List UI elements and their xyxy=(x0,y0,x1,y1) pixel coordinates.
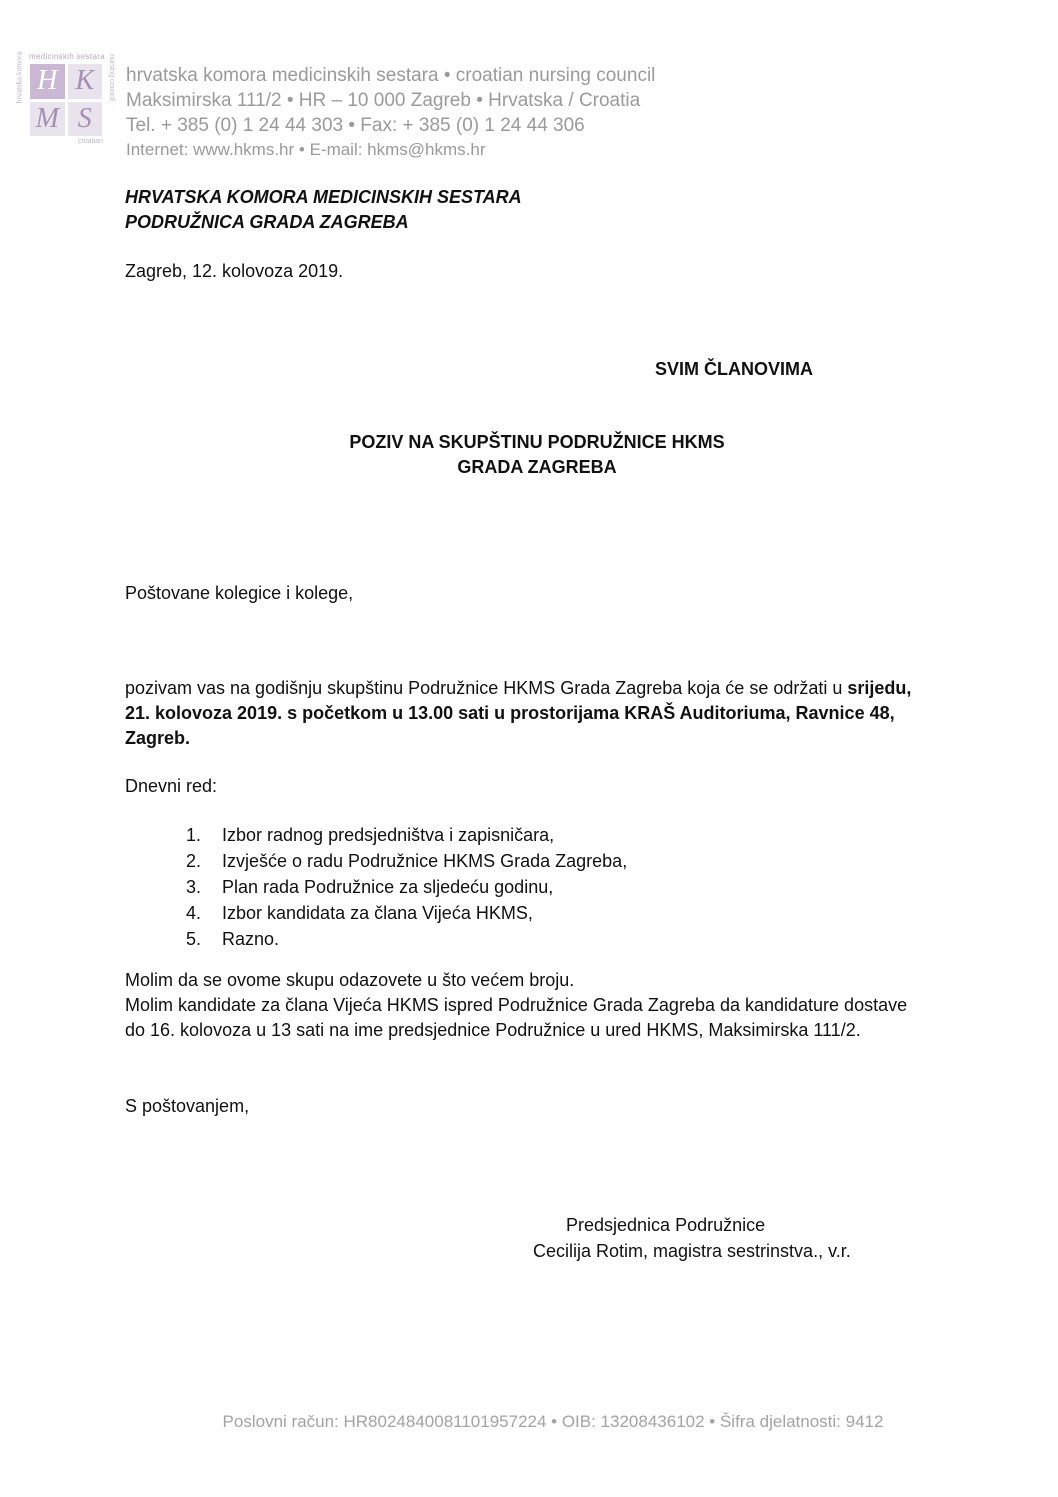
logo-letter-m: M xyxy=(30,102,65,137)
logo-caption-right: nursing council xyxy=(107,54,115,101)
agenda-item xyxy=(186,848,627,874)
footer-business-info: Poslovni račun: HR8024840081101957224 • OIB: 13208436102 • Šifra djelatnosti: 9412 xyxy=(222,1412,884,1431)
agenda-label: Dnevni red: xyxy=(125,776,218,796)
logo-caption-bottom: croatian xyxy=(78,138,103,145)
hkms-logo xyxy=(18,52,114,146)
agenda-item-text: Izvješće o radu Podružnice HKMS Grada Zagreba, xyxy=(222,851,628,871)
agenda-item-number: 4. xyxy=(186,903,202,923)
letterhead-phone-fax: Tel. + 385 (0) 1 24 44 303 • Fax: + 385 (0) 1 24 44 306 xyxy=(126,115,585,136)
agenda-item-text: Razno. xyxy=(222,929,280,949)
request-attendance: Molim da se ovome skupu odazovete u što većem broju. xyxy=(125,970,575,990)
agenda-item xyxy=(186,874,627,900)
agenda-item-text: Plan rada Podružnice za sljedeću godinu, xyxy=(222,877,554,897)
logo-letter-grid xyxy=(30,64,102,136)
logo-caption-left: hrvatska komora xyxy=(16,51,24,104)
agenda-item-number: 5. xyxy=(186,929,202,949)
letterhead-org-name: hrvatska komora medicinskih sestara • croatian nursing council xyxy=(126,65,656,86)
letterhead-web-email: Internet: www.hkms.hr • E-mail: hkms@hkms.hr xyxy=(126,140,486,159)
agenda-item xyxy=(186,900,627,926)
invitation-paragraph xyxy=(125,676,925,751)
agenda-item xyxy=(186,822,627,848)
closing: S poštovanjem, xyxy=(125,1096,250,1116)
invitation-text: pozivam vas na godišnju skupštinu Podružnice HKMS Grada Zagreba koja će se održati u xyxy=(125,678,848,698)
sender-org: HRVATSKA KOMORA MEDICINSKIH SESTARA xyxy=(125,187,522,207)
logo-letter-s: S xyxy=(68,102,103,137)
greeting: Poštovane kolegice i kolege, xyxy=(125,583,354,603)
letterhead-address: Maksimirska 111/2 • HR – 10 000 Zagreb • Hrvatska / Croatia xyxy=(126,90,641,111)
logo-caption-top: medicinskih sestara xyxy=(29,52,105,61)
letter-title-line1: POZIV NA SKUPŠTINU PODRUŽNICE HKMS xyxy=(349,432,725,452)
invitation-details: srijedu, 21. kolovoza 2019. s početkom u 13.00 sati u prostorijama KRAŠ Auditoriuma, Ravnice 48, Zagreb. xyxy=(125,678,912,748)
agenda-item xyxy=(186,926,627,952)
letter-title-line2: GRADA ZAGREBA xyxy=(457,457,617,477)
sender-branch: PODRUŽNICA GRADA ZAGREBA xyxy=(125,212,409,232)
agenda-list xyxy=(186,822,627,952)
agenda-item-text: Izbor radnog predsjedništva i zapisničara, xyxy=(222,825,555,845)
logo-letter-h: H xyxy=(30,64,65,99)
signature-role: Predsjednica Podružnice xyxy=(566,1215,766,1235)
request-candidates: Molim kandidate za člana Vijeća HKMS ispred Podružnice Grada Zagreba da kandidature dostave do 16. kolovoza u 13 sati na ime predsjednice Podružnice u ured HKMS, Maksimirska 111/2. xyxy=(125,995,908,1040)
logo-letter-k: K xyxy=(68,64,103,99)
agenda-item-number: 1. xyxy=(186,825,202,845)
agenda-item-number: 2. xyxy=(186,851,202,871)
letter-date: Zagreb, 12. kolovoza 2019. xyxy=(125,261,344,281)
agenda-item-text: Izbor kandidata za člana Vijeća HKMS, xyxy=(222,903,533,923)
signature-name: Cecilija Rotim, magistra sestrinstva., v.r. xyxy=(533,1241,851,1261)
agenda-item-number: 3. xyxy=(186,877,202,897)
request-paragraph xyxy=(125,968,925,1043)
recipient: SVIM ČLANOVIMA xyxy=(655,359,814,379)
